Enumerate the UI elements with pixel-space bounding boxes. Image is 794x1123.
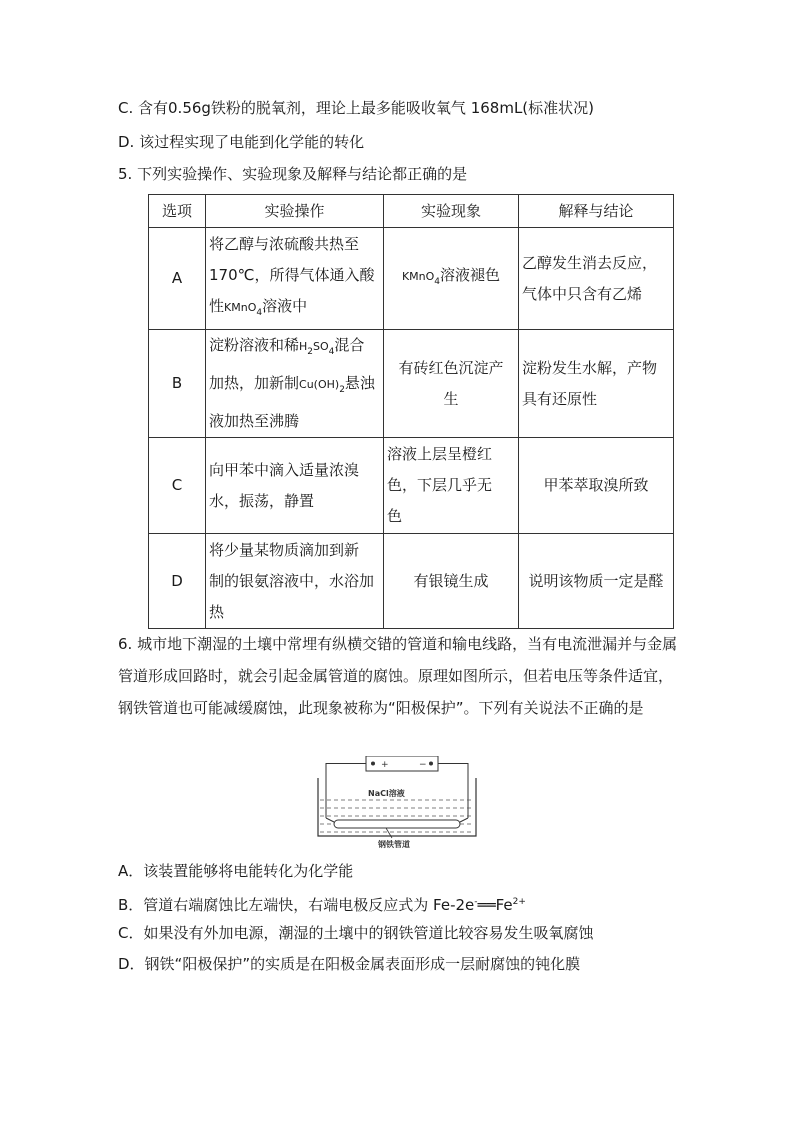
header-phenomenon: 实验现象: [384, 195, 519, 228]
phenomenon-line: 色，下层几乎无: [387, 476, 493, 494]
phenomenon-line: 溶液上层呈橙红: [387, 445, 493, 463]
phenomenon-line: 有砖红色沉淀产: [398, 358, 504, 377]
minus-label: −: [419, 760, 427, 770]
conclusion-line: 气体中只含有乙烯: [522, 284, 643, 303]
table-row: [149, 330, 674, 438]
row-option: B: [149, 330, 206, 438]
row-phenomenon: [384, 438, 519, 534]
experiment-table: [148, 194, 674, 629]
option-b-equation: ══Fe: [477, 896, 513, 914]
phenomenon-line: 生: [443, 389, 459, 408]
operation-line: 将少量某物质滴加到新: [209, 540, 360, 559]
operation-line: 加热，加新制: [209, 374, 300, 392]
operation-line: 制的银氨溶液中，水浴加: [209, 571, 375, 590]
operation-line: 性: [209, 296, 225, 315]
conclusion-line: 具有还原性: [522, 389, 598, 408]
nacl-label: NaCl溶液: [368, 789, 405, 798]
operation-line: 液加热至沸腾: [209, 412, 300, 430]
row-operation: [206, 330, 384, 438]
row-option: D: [149, 534, 206, 629]
table-row: [149, 228, 674, 330]
row-conclusion: [519, 534, 674, 629]
row-conclusion: [519, 330, 674, 438]
conclusion-line: 甲苯萃取溴所致: [543, 476, 649, 494]
operation-line: 热: [209, 602, 225, 621]
table-header-row: [149, 195, 674, 228]
header-conclusion: 解释与结论: [519, 195, 674, 228]
formula: Cu(OH): [299, 378, 340, 391]
subscript: 4: [256, 307, 263, 318]
phenomenon-text: 溶液褪色: [440, 265, 501, 284]
row-operation: [206, 228, 384, 330]
table-row: [149, 438, 674, 534]
superscript: -: [474, 897, 478, 907]
row-conclusion: [519, 438, 674, 534]
formula: H: [299, 340, 308, 353]
power-supply: [366, 756, 438, 771]
header-operation: 实验操作: [206, 195, 384, 228]
q6-option-a: A．该装置能够将电能转化为化学能: [118, 862, 354, 880]
operation-line: 淀粉溶液和稀: [209, 336, 300, 354]
formula: SO: [313, 340, 329, 353]
subscript: 2: [339, 385, 345, 395]
conclusion-line: 说明该物质一定是醛: [528, 571, 664, 590]
row-conclusion: [519, 228, 674, 330]
steel-pipe: [334, 820, 460, 828]
option-d-text: D. 该过程实现了电能到化学能的转化: [118, 133, 365, 151]
option-c-text: C. 含有0.56g铁粉的脱氧剂，理论上最多能吸收氧气 168mL(标准状况): [118, 99, 595, 117]
operation-line: 混合: [334, 336, 365, 354]
left-connection: [326, 818, 334, 822]
row-operation: [206, 438, 384, 534]
operation-line: 向甲苯中滴入适量浓溴: [209, 460, 360, 479]
operation-line: 悬浊: [344, 374, 375, 392]
left-wire: [326, 764, 366, 819]
formula: KMnO: [401, 269, 435, 283]
phenomenon-text: 有银镜生成: [413, 571, 489, 590]
question-5-stem: 5. 下列实验操作、实验现象及解释与结论都正确的是: [118, 165, 468, 183]
option-b-text: B．管道右端腐蚀比左端快，右端电极反应式为 Fe-2e: [118, 896, 475, 914]
question-6-stem: 6. 城市地下潮湿的土壤中常埋有纵横交错的管道和输电线路，当有电流泄漏并与金属管道形成回路时，就会引起金属管道的腐蚀。原理如图所示，但若电压等条件适宜，钢铁管道也可能减缓腐蚀，此现象被称为“阳极保护”。下列有关说法不正确的是: [118, 635, 678, 717]
superscript: 2+: [512, 897, 526, 907]
subscript: 4: [328, 347, 335, 357]
formula: KMnO: [224, 300, 257, 314]
right-connection: [460, 818, 468, 822]
row-phenomenon: [384, 534, 519, 629]
operation-line: 170℃，所得气体通入酸: [209, 265, 375, 284]
positive-terminal: [371, 762, 375, 766]
q6-option-c: C．如果没有外加电源，潮湿的土壤中的钢铁管道比较容易发生吸氧腐蚀: [118, 924, 594, 942]
row-phenomenon: [384, 330, 519, 438]
operation-line: 溶液中: [262, 296, 308, 315]
subscript: 4: [434, 276, 441, 287]
operation-line: 将乙醇与浓硫酸共热至: [209, 234, 360, 253]
subscript: 2: [307, 347, 314, 357]
right-wire: [438, 764, 468, 819]
row-operation: [206, 534, 384, 629]
plus-label: +: [381, 760, 389, 770]
row-option: C: [149, 438, 206, 534]
electrolysis-diagram: [316, 756, 478, 850]
row-phenomenon: [384, 228, 519, 330]
negative-terminal: [429, 762, 433, 766]
pipe-label: 钢铁管道: [378, 840, 410, 849]
operation-line: 水，振荡，静置: [209, 491, 315, 510]
conclusion-line: 乙醇发生消去反应，: [522, 253, 658, 272]
phenomenon-line: 色: [387, 507, 403, 525]
header-option: 选项: [149, 195, 206, 228]
table-row: [149, 534, 674, 629]
q6-option-d: D．钢铁“阳极保护”的实质是在阳极金属表面形成一层耐腐蚀的钝化膜: [118, 955, 581, 973]
conclusion-line: 淀粉发生水解，产物: [522, 358, 658, 377]
q6-option-b: [118, 892, 526, 915]
row-option: A: [149, 228, 206, 330]
